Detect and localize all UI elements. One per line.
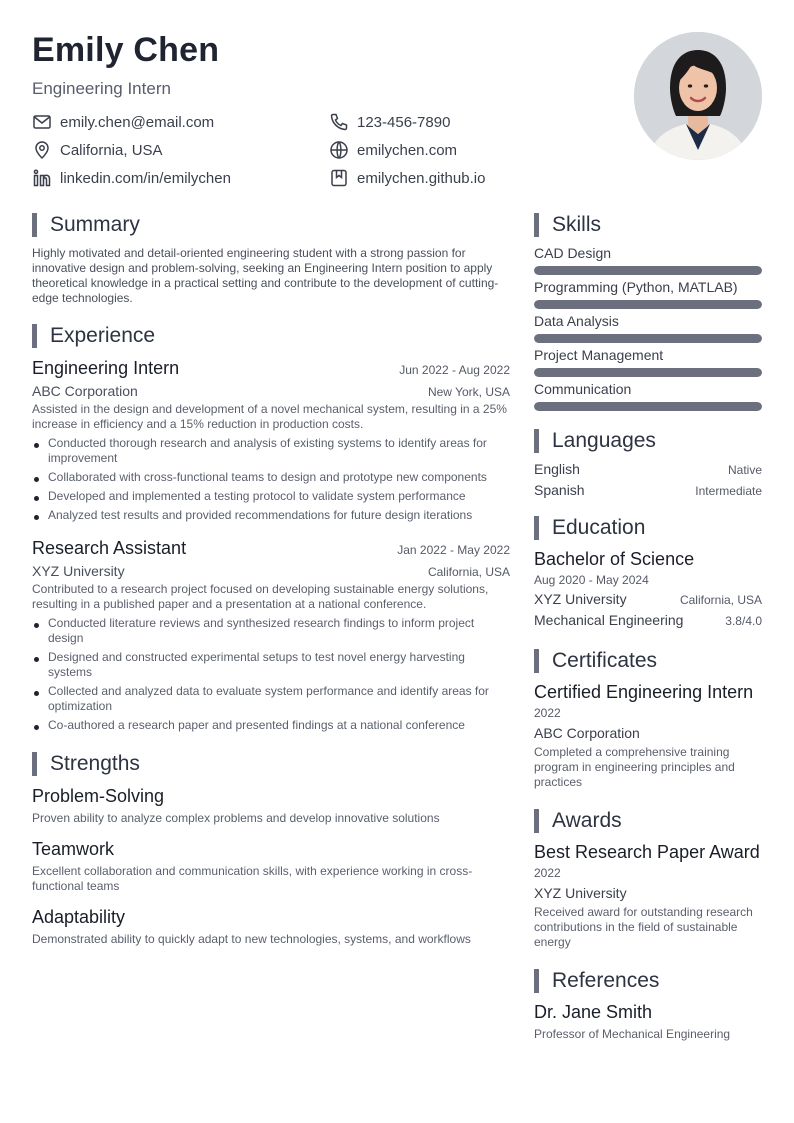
skill-item (534, 278, 762, 309)
education-entry (534, 549, 762, 630)
references-heading: References (534, 968, 762, 994)
list-item: Conducted thorough research and analysis of existing systems to identify areas for improvement (32, 436, 510, 466)
certificate-issuer: ABC Corporation (534, 725, 640, 741)
education-heading: Education (534, 515, 762, 541)
languages-list (534, 460, 762, 499)
contact-email[interactable] (32, 112, 214, 132)
contact-phone[interactable] (329, 112, 450, 132)
language-item (534, 481, 762, 499)
list-item: Collected and analyzed data to evaluate system performance and identify areas for optimization (32, 684, 510, 714)
strength-item (32, 785, 510, 826)
job-company: ABC Corporation (32, 383, 138, 399)
award-description: Received award for outstanding research contributions in the field of sustainable energy (534, 905, 753, 949)
section-accent-bar (32, 213, 37, 237)
section-accent-bar (534, 649, 539, 673)
list-item: Collaborated with cross-functional teams to design and prototype new components (32, 470, 510, 485)
skill-bar-track (534, 266, 762, 275)
skill-bar-track (534, 402, 762, 411)
certificates-heading: Certificates (534, 648, 762, 674)
linkedin-text: linkedin.com/in/emilychen (60, 169, 231, 187)
school-location: California, USA (679, 593, 762, 607)
skill-name: Communication (534, 381, 632, 397)
right-column (534, 212, 762, 1042)
github-text: emilychen.github.io (357, 169, 486, 187)
strength-description: Demonstrated ability to quickly adapt to new technologies, systems, and workflows (32, 932, 471, 946)
skill-name: Data Analysis (534, 313, 619, 329)
globe-icon (329, 140, 349, 160)
linkedin-icon (32, 168, 52, 188)
candidate-name: Emily Chen (32, 31, 220, 69)
gpa: 3.8/4.0 (725, 614, 762, 628)
award-issuer: XYZ University (534, 885, 627, 901)
left-column (32, 212, 510, 947)
skill-bar-fill (534, 402, 762, 411)
skill-item (534, 346, 762, 377)
skill-bar-track (534, 368, 762, 377)
resume-header (32, 30, 632, 187)
skill-bar-fill (534, 300, 762, 309)
strength-title: Problem-Solving (32, 786, 165, 806)
certificate-entry (534, 682, 762, 790)
section-accent-bar (534, 809, 539, 833)
skill-name: Project Management (534, 347, 664, 363)
school-name: XYZ University (534, 591, 627, 607)
section-accent-bar (534, 213, 539, 237)
award-title: Best Research Paper Award (534, 842, 760, 862)
list-item: Designed and constructed experimental setups to test novel energy harvesting systems (32, 650, 510, 680)
job-date: Jan 2022 - May 2022 (397, 543, 510, 557)
phone-icon (329, 112, 349, 132)
award-entry (534, 842, 762, 950)
skill-item (534, 380, 762, 411)
major: Mechanical Engineering (534, 612, 684, 628)
skill-bar-track (534, 334, 762, 343)
strength-item (32, 906, 510, 947)
language-item (534, 460, 762, 478)
strength-title: Adaptability (32, 907, 126, 927)
degree-title: Bachelor of Science (534, 549, 695, 569)
summary-heading: Summary (32, 212, 510, 238)
strength-title: Teamwork (32, 839, 115, 859)
certificate-year: 2022 (534, 706, 561, 720)
experience-heading: Experience (32, 323, 510, 349)
skill-bar-track (534, 300, 762, 309)
job-bullets (32, 436, 510, 523)
section-accent-bar (534, 516, 539, 540)
job-date: Jun 2022 - Aug 2022 (399, 363, 510, 377)
job-entry (32, 537, 510, 733)
strengths-heading: Strengths (32, 751, 510, 777)
list-item: Developed and implemented a testing protocol to validate system performance (32, 489, 510, 504)
job-company: XYZ University (32, 563, 125, 579)
email-text: emily.chen@email.com (60, 113, 215, 131)
location-text: California, USA (60, 141, 163, 159)
list-item: Co-authored a research paper and presented findings at a national conference (32, 718, 510, 733)
section-accent-bar (32, 324, 37, 348)
skill-name: Programming (Python, MATLAB) (534, 279, 738, 295)
job-entry (32, 357, 510, 523)
awards-heading: Awards (534, 808, 762, 834)
section-accent-bar (32, 752, 37, 776)
skill-item (534, 244, 762, 275)
job-description: Assisted in the design and development of a novel mechanical system, resulting in a 25% increase in efficiency and a 15% reduction in production costs. (32, 402, 507, 431)
skill-bar-fill (534, 266, 762, 275)
section-accent-bar (534, 969, 539, 993)
job-title: Engineering Intern (32, 358, 180, 378)
language-level: Intermediate (695, 484, 762, 498)
education-dates: Aug 2020 - May 2024 (534, 573, 649, 587)
job-description: Contributed to a research project focused on developing sustainable energy solutions, resulting in a published paper and a presentation at a national conference. (32, 582, 489, 611)
skill-bar-fill (534, 334, 762, 343)
contact-location (32, 140, 163, 160)
list-item: Conducted literature reviews and synthesized research findings to inform project design (32, 616, 510, 646)
skill-bar-fill (534, 368, 762, 377)
strength-description: Proven ability to analyze complex problems and develop innovative solutions (32, 811, 440, 825)
language-name: English (534, 461, 580, 477)
candidate-title: Engineering Intern (32, 79, 171, 98)
bookmark-icon (329, 168, 349, 188)
strength-description: Excellent collaboration and communication skills, with experience working in cross-functional teams (32, 864, 473, 893)
skill-name: CAD Design (534, 245, 612, 261)
award-year: 2022 (534, 866, 561, 880)
certificate-title: Certified Engineering Intern (534, 682, 754, 702)
skills-list (534, 244, 762, 411)
contact-website[interactable] (329, 140, 457, 160)
reference-entry (534, 1002, 762, 1042)
phone-text: 123-456-7890 (357, 113, 451, 131)
mail-icon (32, 112, 52, 132)
profile-portrait-illustration (634, 32, 762, 160)
reference-name: Dr. Jane Smith (534, 1002, 653, 1022)
contact-github[interactable] (329, 168, 485, 188)
profile-photo (634, 32, 762, 160)
job-bullets (32, 616, 510, 733)
reference-role: Professor of Mechanical Engineering (534, 1027, 731, 1041)
job-title: Research Assistant (32, 538, 187, 558)
skill-item (534, 312, 762, 343)
certificate-description: Completed a comprehensive training program in engineering principles and practices (534, 745, 735, 789)
contact-linkedin[interactable] (32, 168, 231, 188)
skills-heading: Skills (534, 212, 762, 238)
list-item: Analyzed test results and provided recommendations for future design iterations (32, 508, 510, 523)
website-text: emilychen.com (357, 141, 458, 159)
job-location: New York, USA (427, 385, 510, 399)
section-accent-bar (534, 429, 539, 453)
language-name: Spanish (534, 482, 585, 498)
map-pin-icon (32, 140, 52, 160)
job-location: California, USA (427, 565, 510, 579)
languages-heading: Languages (534, 428, 762, 454)
summary-text: Highly motivated and detail-oriented engineering student with a strong passion for innovative design and problem-solving, seeking an Engineering Intern position to apply theoretical knowledge in a practical setting and contribute to the development of cutting-edge technologies. (32, 246, 499, 305)
strength-item (32, 838, 510, 894)
language-level: Native (727, 463, 762, 477)
